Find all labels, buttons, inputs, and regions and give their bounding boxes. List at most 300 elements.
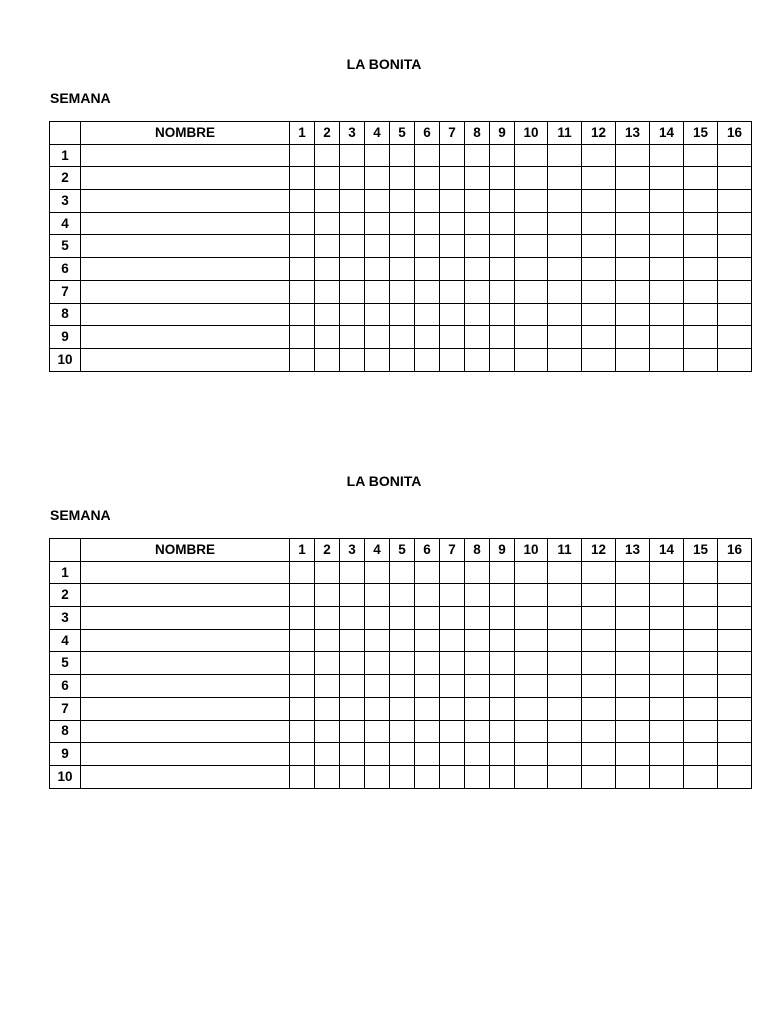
day-cell[interactable]: [415, 212, 440, 235]
day-cell[interactable]: [340, 190, 365, 213]
day-cell[interactable]: [390, 561, 415, 584]
day-cell[interactable]: [582, 675, 616, 698]
day-cell[interactable]: [315, 720, 340, 743]
day-cell[interactable]: [616, 607, 650, 630]
day-cell[interactable]: [718, 584, 752, 607]
day-cell[interactable]: [365, 675, 390, 698]
day-cell[interactable]: [582, 561, 616, 584]
day-cell[interactable]: [490, 720, 515, 743]
day-cell[interactable]: [718, 629, 752, 652]
day-cell[interactable]: [718, 720, 752, 743]
day-cell[interactable]: [490, 190, 515, 213]
day-cell[interactable]: [365, 212, 390, 235]
day-cell[interactable]: [315, 280, 340, 303]
day-cell[interactable]: [582, 720, 616, 743]
day-cell[interactable]: [684, 258, 718, 281]
day-cell[interactable]: [490, 144, 515, 167]
day-cell[interactable]: [365, 607, 390, 630]
day-cell[interactable]: [440, 607, 465, 630]
day-cell[interactable]: [490, 561, 515, 584]
day-cell[interactable]: [718, 561, 752, 584]
day-cell[interactable]: [684, 561, 718, 584]
day-cell[interactable]: [415, 235, 440, 258]
day-cell[interactable]: [515, 303, 548, 326]
day-cell[interactable]: [465, 652, 490, 675]
day-cell[interactable]: [684, 280, 718, 303]
day-cell[interactable]: [582, 697, 616, 720]
day-cell[interactable]: [718, 607, 752, 630]
day-cell[interactable]: [340, 652, 365, 675]
day-cell[interactable]: [490, 348, 515, 371]
day-cell[interactable]: [365, 629, 390, 652]
day-cell[interactable]: [650, 561, 684, 584]
day-cell[interactable]: [340, 765, 365, 788]
name-cell[interactable]: [81, 697, 290, 720]
day-cell[interactable]: [390, 280, 415, 303]
day-cell[interactable]: [315, 235, 340, 258]
day-cell[interactable]: [290, 652, 315, 675]
day-cell[interactable]: [440, 743, 465, 766]
day-cell[interactable]: [684, 584, 718, 607]
name-cell[interactable]: [81, 675, 290, 698]
day-cell[interactable]: [582, 607, 616, 630]
day-cell[interactable]: [548, 326, 582, 349]
day-cell[interactable]: [465, 675, 490, 698]
day-cell[interactable]: [465, 212, 490, 235]
day-cell[interactable]: [515, 235, 548, 258]
day-cell[interactable]: [390, 348, 415, 371]
day-cell[interactable]: [290, 258, 315, 281]
day-cell[interactable]: [390, 675, 415, 698]
day-cell[interactable]: [365, 697, 390, 720]
day-cell[interactable]: [340, 167, 365, 190]
day-cell[interactable]: [340, 348, 365, 371]
day-cell[interactable]: [465, 765, 490, 788]
day-cell[interactable]: [290, 235, 315, 258]
day-cell[interactable]: [365, 584, 390, 607]
day-cell[interactable]: [718, 258, 752, 281]
day-cell[interactable]: [650, 607, 684, 630]
day-cell[interactable]: [340, 720, 365, 743]
day-cell[interactable]: [515, 697, 548, 720]
day-cell[interactable]: [440, 629, 465, 652]
day-cell[interactable]: [290, 743, 315, 766]
name-cell[interactable]: [81, 629, 290, 652]
day-cell[interactable]: [290, 607, 315, 630]
day-cell[interactable]: [515, 258, 548, 281]
day-cell[interactable]: [440, 303, 465, 326]
day-cell[interactable]: [650, 258, 684, 281]
day-cell[interactable]: [290, 348, 315, 371]
day-cell[interactable]: [390, 652, 415, 675]
day-cell[interactable]: [582, 326, 616, 349]
day-cell[interactable]: [440, 144, 465, 167]
day-cell[interactable]: [718, 675, 752, 698]
day-cell[interactable]: [365, 167, 390, 190]
day-cell[interactable]: [515, 720, 548, 743]
day-cell[interactable]: [390, 720, 415, 743]
day-cell[interactable]: [315, 675, 340, 698]
day-cell[interactable]: [415, 629, 440, 652]
name-cell[interactable]: [81, 303, 290, 326]
day-cell[interactable]: [582, 348, 616, 371]
day-cell[interactable]: [718, 765, 752, 788]
day-cell[interactable]: [616, 326, 650, 349]
day-cell[interactable]: [340, 607, 365, 630]
day-cell[interactable]: [415, 743, 440, 766]
day-cell[interactable]: [582, 280, 616, 303]
day-cell[interactable]: [548, 190, 582, 213]
day-cell[interactable]: [290, 144, 315, 167]
day-cell[interactable]: [616, 167, 650, 190]
day-cell[interactable]: [582, 190, 616, 213]
day-cell[interactable]: [390, 212, 415, 235]
day-cell[interactable]: [465, 561, 490, 584]
day-cell[interactable]: [415, 348, 440, 371]
day-cell[interactable]: [315, 561, 340, 584]
day-cell[interactable]: [718, 697, 752, 720]
day-cell[interactable]: [684, 235, 718, 258]
day-cell[interactable]: [515, 561, 548, 584]
day-cell[interactable]: [415, 258, 440, 281]
day-cell[interactable]: [465, 743, 490, 766]
name-cell[interactable]: [81, 765, 290, 788]
day-cell[interactable]: [582, 765, 616, 788]
day-cell[interactable]: [515, 652, 548, 675]
day-cell[interactable]: [440, 584, 465, 607]
day-cell[interactable]: [365, 652, 390, 675]
day-cell[interactable]: [440, 561, 465, 584]
day-cell[interactable]: [465, 144, 490, 167]
day-cell[interactable]: [548, 348, 582, 371]
day-cell[interactable]: [315, 212, 340, 235]
day-cell[interactable]: [616, 303, 650, 326]
day-cell[interactable]: [415, 190, 440, 213]
day-cell[interactable]: [315, 258, 340, 281]
day-cell[interactable]: [365, 743, 390, 766]
day-cell[interactable]: [465, 584, 490, 607]
day-cell[interactable]: [650, 303, 684, 326]
day-cell[interactable]: [465, 697, 490, 720]
day-cell[interactable]: [465, 348, 490, 371]
day-cell[interactable]: [390, 190, 415, 213]
day-cell[interactable]: [490, 167, 515, 190]
day-cell[interactable]: [490, 235, 515, 258]
day-cell[interactable]: [582, 743, 616, 766]
day-cell[interactable]: [684, 743, 718, 766]
day-cell[interactable]: [440, 652, 465, 675]
day-cell[interactable]: [582, 212, 616, 235]
day-cell[interactable]: [490, 326, 515, 349]
day-cell[interactable]: [465, 629, 490, 652]
day-cell[interactable]: [465, 258, 490, 281]
day-cell[interactable]: [684, 144, 718, 167]
day-cell[interactable]: [440, 235, 465, 258]
day-cell[interactable]: [465, 190, 490, 213]
day-cell[interactable]: [365, 326, 390, 349]
day-cell[interactable]: [465, 326, 490, 349]
name-cell[interactable]: [81, 607, 290, 630]
day-cell[interactable]: [548, 629, 582, 652]
day-cell[interactable]: [440, 326, 465, 349]
name-cell[interactable]: [81, 561, 290, 584]
day-cell[interactable]: [415, 720, 440, 743]
day-cell[interactable]: [650, 720, 684, 743]
day-cell[interactable]: [684, 720, 718, 743]
day-cell[interactable]: [315, 190, 340, 213]
day-cell[interactable]: [315, 326, 340, 349]
day-cell[interactable]: [548, 303, 582, 326]
name-cell[interactable]: [81, 235, 290, 258]
day-cell[interactable]: [616, 720, 650, 743]
day-cell[interactable]: [390, 144, 415, 167]
day-cell[interactable]: [340, 303, 365, 326]
day-cell[interactable]: [290, 765, 315, 788]
day-cell[interactable]: [290, 303, 315, 326]
day-cell[interactable]: [684, 303, 718, 326]
day-cell[interactable]: [616, 144, 650, 167]
day-cell[interactable]: [650, 584, 684, 607]
day-cell[interactable]: [548, 212, 582, 235]
day-cell[interactable]: [440, 675, 465, 698]
day-cell[interactable]: [684, 212, 718, 235]
day-cell[interactable]: [440, 765, 465, 788]
day-cell[interactable]: [548, 675, 582, 698]
day-cell[interactable]: [616, 765, 650, 788]
day-cell[interactable]: [650, 675, 684, 698]
day-cell[interactable]: [340, 280, 365, 303]
day-cell[interactable]: [440, 212, 465, 235]
day-cell[interactable]: [490, 652, 515, 675]
day-cell[interactable]: [465, 607, 490, 630]
day-cell[interactable]: [616, 675, 650, 698]
day-cell[interactable]: [290, 675, 315, 698]
day-cell[interactable]: [650, 652, 684, 675]
day-cell[interactable]: [650, 348, 684, 371]
name-cell[interactable]: [81, 652, 290, 675]
day-cell[interactable]: [718, 280, 752, 303]
day-cell[interactable]: [315, 607, 340, 630]
day-cell[interactable]: [315, 167, 340, 190]
day-cell[interactable]: [440, 720, 465, 743]
day-cell[interactable]: [515, 675, 548, 698]
day-cell[interactable]: [718, 144, 752, 167]
day-cell[interactable]: [582, 144, 616, 167]
day-cell[interactable]: [650, 743, 684, 766]
day-cell[interactable]: [390, 607, 415, 630]
day-cell[interactable]: [616, 280, 650, 303]
day-cell[interactable]: [650, 167, 684, 190]
day-cell[interactable]: [390, 326, 415, 349]
day-cell[interactable]: [650, 212, 684, 235]
day-cell[interactable]: [718, 190, 752, 213]
day-cell[interactable]: [515, 280, 548, 303]
day-cell[interactable]: [548, 144, 582, 167]
day-cell[interactable]: [548, 561, 582, 584]
day-cell[interactable]: [315, 652, 340, 675]
day-cell[interactable]: [515, 348, 548, 371]
name-cell[interactable]: [81, 743, 290, 766]
day-cell[interactable]: [390, 765, 415, 788]
day-cell[interactable]: [415, 607, 440, 630]
day-cell[interactable]: [415, 280, 440, 303]
name-cell[interactable]: [81, 190, 290, 213]
day-cell[interactable]: [415, 652, 440, 675]
day-cell[interactable]: [415, 584, 440, 607]
day-cell[interactable]: [650, 765, 684, 788]
day-cell[interactable]: [365, 144, 390, 167]
day-cell[interactable]: [315, 584, 340, 607]
day-cell[interactable]: [616, 652, 650, 675]
day-cell[interactable]: [340, 629, 365, 652]
day-cell[interactable]: [290, 561, 315, 584]
day-cell[interactable]: [365, 280, 390, 303]
day-cell[interactable]: [340, 697, 365, 720]
day-cell[interactable]: [490, 212, 515, 235]
day-cell[interactable]: [548, 235, 582, 258]
day-cell[interactable]: [582, 167, 616, 190]
day-cell[interactable]: [490, 675, 515, 698]
day-cell[interactable]: [684, 326, 718, 349]
day-cell[interactable]: [650, 190, 684, 213]
day-cell[interactable]: [290, 326, 315, 349]
name-cell[interactable]: [81, 144, 290, 167]
day-cell[interactable]: [390, 697, 415, 720]
day-cell[interactable]: [650, 235, 684, 258]
day-cell[interactable]: [515, 212, 548, 235]
day-cell[interactable]: [684, 697, 718, 720]
day-cell[interactable]: [465, 167, 490, 190]
day-cell[interactable]: [515, 584, 548, 607]
day-cell[interactable]: [684, 190, 718, 213]
name-cell[interactable]: [81, 348, 290, 371]
day-cell[interactable]: [548, 258, 582, 281]
day-cell[interactable]: [548, 607, 582, 630]
day-cell[interactable]: [718, 303, 752, 326]
day-cell[interactable]: [290, 280, 315, 303]
day-cell[interactable]: [548, 652, 582, 675]
day-cell[interactable]: [290, 720, 315, 743]
day-cell[interactable]: [340, 561, 365, 584]
day-cell[interactable]: [340, 743, 365, 766]
day-cell[interactable]: [365, 258, 390, 281]
day-cell[interactable]: [718, 212, 752, 235]
day-cell[interactable]: [650, 629, 684, 652]
day-cell[interactable]: [465, 235, 490, 258]
day-cell[interactable]: [390, 258, 415, 281]
day-cell[interactable]: [548, 584, 582, 607]
day-cell[interactable]: [490, 607, 515, 630]
day-cell[interactable]: [290, 190, 315, 213]
day-cell[interactable]: [465, 280, 490, 303]
day-cell[interactable]: [315, 765, 340, 788]
day-cell[interactable]: [684, 348, 718, 371]
day-cell[interactable]: [490, 697, 515, 720]
day-cell[interactable]: [515, 743, 548, 766]
day-cell[interactable]: [340, 258, 365, 281]
day-cell[interactable]: [616, 743, 650, 766]
day-cell[interactable]: [340, 235, 365, 258]
name-cell[interactable]: [81, 326, 290, 349]
day-cell[interactable]: [390, 743, 415, 766]
day-cell[interactable]: [465, 303, 490, 326]
day-cell[interactable]: [490, 629, 515, 652]
day-cell[interactable]: [490, 584, 515, 607]
day-cell[interactable]: [315, 629, 340, 652]
day-cell[interactable]: [616, 212, 650, 235]
day-cell[interactable]: [718, 348, 752, 371]
day-cell[interactable]: [415, 561, 440, 584]
day-cell[interactable]: [616, 258, 650, 281]
day-cell[interactable]: [515, 607, 548, 630]
day-cell[interactable]: [616, 584, 650, 607]
day-cell[interactable]: [650, 697, 684, 720]
day-cell[interactable]: [390, 235, 415, 258]
day-cell[interactable]: [515, 629, 548, 652]
day-cell[interactable]: [340, 584, 365, 607]
day-cell[interactable]: [290, 167, 315, 190]
day-cell[interactable]: [684, 167, 718, 190]
day-cell[interactable]: [684, 765, 718, 788]
day-cell[interactable]: [548, 765, 582, 788]
day-cell[interactable]: [365, 561, 390, 584]
day-cell[interactable]: [315, 348, 340, 371]
day-cell[interactable]: [440, 697, 465, 720]
day-cell[interactable]: [616, 561, 650, 584]
day-cell[interactable]: [718, 743, 752, 766]
day-cell[interactable]: [582, 584, 616, 607]
day-cell[interactable]: [548, 280, 582, 303]
day-cell[interactable]: [415, 697, 440, 720]
day-cell[interactable]: [290, 212, 315, 235]
day-cell[interactable]: [365, 303, 390, 326]
day-cell[interactable]: [548, 720, 582, 743]
day-cell[interactable]: [582, 629, 616, 652]
day-cell[interactable]: [440, 167, 465, 190]
day-cell[interactable]: [340, 675, 365, 698]
day-cell[interactable]: [718, 167, 752, 190]
day-cell[interactable]: [415, 326, 440, 349]
day-cell[interactable]: [290, 629, 315, 652]
day-cell[interactable]: [718, 652, 752, 675]
day-cell[interactable]: [340, 144, 365, 167]
name-cell[interactable]: [81, 720, 290, 743]
day-cell[interactable]: [515, 167, 548, 190]
day-cell[interactable]: [616, 629, 650, 652]
day-cell[interactable]: [582, 652, 616, 675]
day-cell[interactable]: [315, 303, 340, 326]
day-cell[interactable]: [650, 280, 684, 303]
day-cell[interactable]: [548, 743, 582, 766]
day-cell[interactable]: [650, 326, 684, 349]
day-cell[interactable]: [390, 629, 415, 652]
day-cell[interactable]: [290, 697, 315, 720]
day-cell[interactable]: [290, 584, 315, 607]
day-cell[interactable]: [490, 280, 515, 303]
day-cell[interactable]: [616, 190, 650, 213]
day-cell[interactable]: [365, 720, 390, 743]
day-cell[interactable]: [684, 607, 718, 630]
day-cell[interactable]: [490, 258, 515, 281]
day-cell[interactable]: [440, 258, 465, 281]
day-cell[interactable]: [684, 652, 718, 675]
day-cell[interactable]: [718, 235, 752, 258]
day-cell[interactable]: [684, 675, 718, 698]
day-cell[interactable]: [515, 144, 548, 167]
day-cell[interactable]: [515, 765, 548, 788]
day-cell[interactable]: [415, 167, 440, 190]
day-cell[interactable]: [650, 144, 684, 167]
